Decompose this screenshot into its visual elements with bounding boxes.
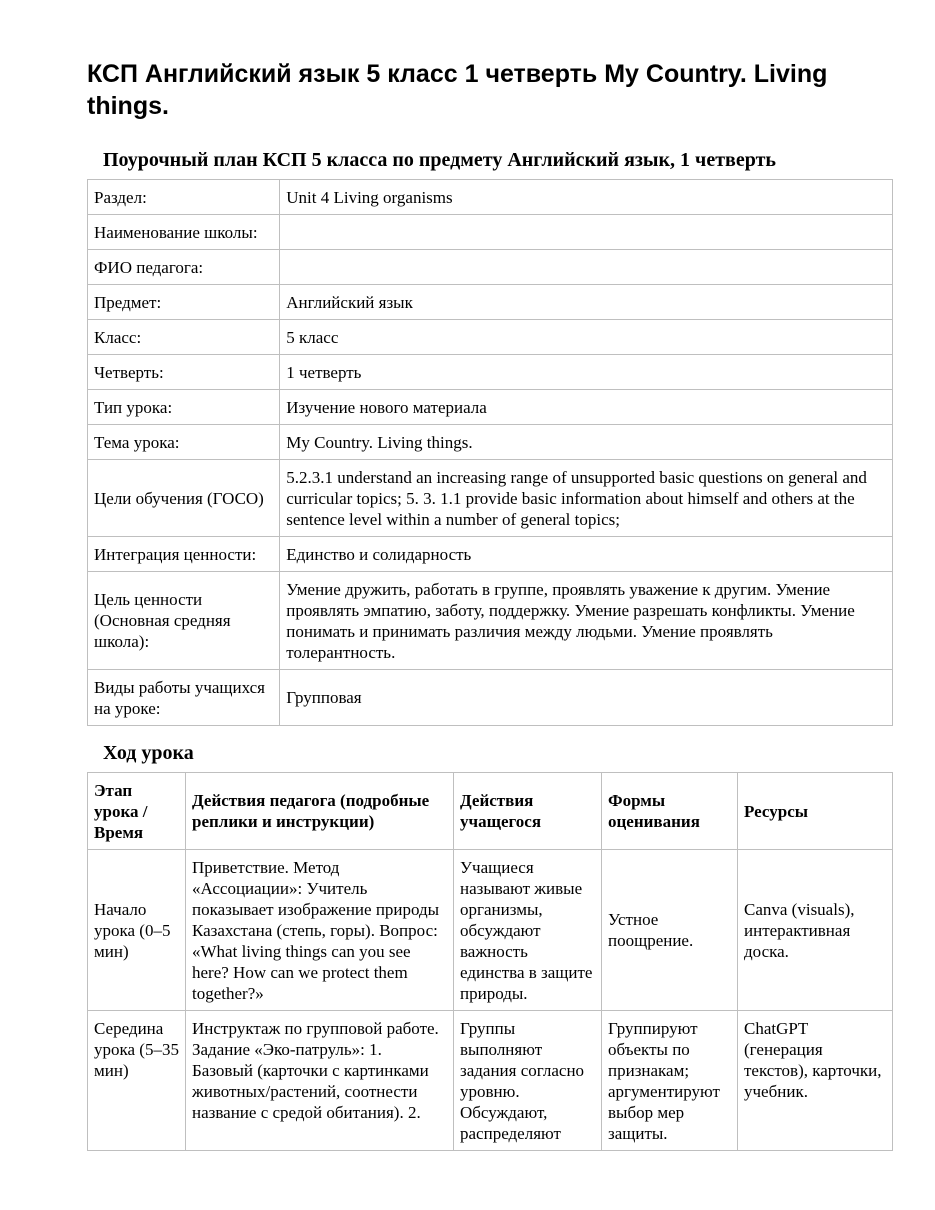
info-value: Английский язык xyxy=(280,285,893,320)
info-row xyxy=(88,670,893,726)
info-row xyxy=(88,390,893,425)
info-row xyxy=(88,250,893,285)
info-row xyxy=(88,460,893,537)
lesson-flow-table xyxy=(87,772,893,1151)
info-row xyxy=(88,537,893,572)
info-value: Групповая xyxy=(280,670,893,726)
header-stage: Этап урока / Время xyxy=(88,773,186,850)
header-teacher-actions: Действия педагога (подробные реплики и инструкции) xyxy=(186,773,454,850)
info-row xyxy=(88,572,893,670)
info-label: Цель ценности (Основная средняя школа): xyxy=(88,572,280,670)
assessment-cell: Группируют объекты по признакам; аргументируют выбор мер защиты. xyxy=(602,1011,738,1151)
info-value: 1 четверть xyxy=(280,355,893,390)
teacher-actions-cell: Инструктаж по групповой работе. Задание «Эко-патруль»: 1. Базовый (карточки с картинками животных/растений, соотнести название с средой обитания). 2. xyxy=(186,1011,454,1151)
header-student-actions: Действия учащегося xyxy=(454,773,602,850)
header-assessment: Формы оценивания xyxy=(602,773,738,850)
info-value: 5 класс xyxy=(280,320,893,355)
info-label: Четверть: xyxy=(88,355,280,390)
info-label: Тип урока: xyxy=(88,390,280,425)
info-row xyxy=(88,285,893,320)
info-value: 5.2.3.1 understand an increasing range of unsupported basic questions on general and curricular topics; 5. 3. 1.1 provide basic information about himself and others at the sentence level within a number of general topics; xyxy=(280,460,893,537)
resources-cell: ChatGPT (генерация текстов), карточки, учебник. xyxy=(738,1011,893,1151)
info-row xyxy=(88,320,893,355)
stage-cell: Начало урока (0–5 мин) xyxy=(88,850,186,1011)
info-label: ФИО педагога: xyxy=(88,250,280,285)
info-label: Цели обучения (ГОСО) xyxy=(88,460,280,537)
info-label: Предмет: xyxy=(88,285,280,320)
resources-cell: Canva (visuals), интерактивная доска. xyxy=(738,850,893,1011)
flow-row xyxy=(88,1011,893,1151)
document-title: КСП Английский язык 5 класс 1 четверть My Country. Living things. xyxy=(87,60,828,120)
info-label: Класс: xyxy=(88,320,280,355)
info-value: My Country. Living things. xyxy=(280,425,893,460)
student-actions-cell: Учащиеся называют живые организмы, обсуждают важность единства в защите природы. xyxy=(454,850,602,1011)
info-row xyxy=(88,180,893,215)
teacher-actions-cell: Приветствие. Метод «Ассоциации»: Учитель показывает изображение природы Казахстана (степь, горы). Вопрос: «What living things can you see here? How can we protect them together?» xyxy=(186,850,454,1011)
student-actions-cell: Группы выполняют задания согласно уровню. Обсуждают, распределяют xyxy=(454,1011,602,1151)
info-label: Тема урока: xyxy=(88,425,280,460)
info-label: Интеграция ценности: xyxy=(88,537,280,572)
lesson-info-table xyxy=(87,179,893,726)
info-value: Unit 4 Living organisms xyxy=(280,180,893,215)
flow-heading: Ход урока xyxy=(103,742,194,764)
flow-header-row xyxy=(88,773,893,850)
info-row xyxy=(88,355,893,390)
info-label: Виды работы учащихся на уроке: xyxy=(88,670,280,726)
info-row xyxy=(88,215,893,250)
flow-row xyxy=(88,850,893,1011)
info-value: Умение дружить, работать в группе, проявлять уважение к другим. Умение проявлять эмпатию, заботу, поддержку. Умение разрешать конфликты. Умение понимать и принимать различия между людьми. Умение проявлять толерантность. xyxy=(280,572,893,670)
info-value xyxy=(280,250,893,285)
info-label: Раздел: xyxy=(88,180,280,215)
stage-cell: Середина урока (5–35 мин) xyxy=(88,1011,186,1151)
info-value: Изучение нового материала xyxy=(280,390,893,425)
plan-heading: Поурочный план КСП 5 класса по предмету Английский язык, 1 четверть xyxy=(103,149,776,171)
assessment-cell: Устное поощрение. xyxy=(602,850,738,1011)
info-value xyxy=(280,215,893,250)
info-row xyxy=(88,425,893,460)
info-value: Единство и солидарность xyxy=(280,537,893,572)
info-label: Наименование школы: xyxy=(88,215,280,250)
header-resources: Ресурсы xyxy=(738,773,893,850)
